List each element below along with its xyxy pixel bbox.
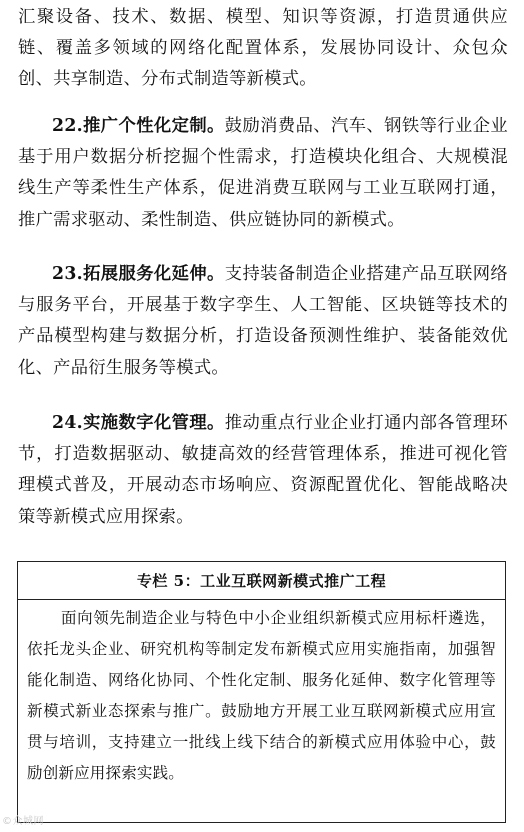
- column-box-body: 面向领先制造企业与特色中小企业组织新模式应用标杆遴选，依托龙头企业、研究机构等制定发布新模式应用实施指南，加强智能化制造、网络化协同、个性化定制、服务化延伸、数字化管理等新模式新业态探索与推广。鼓励地方开展工业互联网新模式应用宣贯与培训，支持建立一批线上线下结合的新模式应用体验中心，鼓励创新应用探索实践。: [27, 609, 496, 782]
- column-box: [17, 561, 506, 823]
- item-23-heading: 23.拓展服务化延伸。: [52, 264, 225, 284]
- continuation-paragraph: 汇聚设备、技术、数据、模型、知识等资源，打造贯通供应链、覆盖多领域的网络化配置体系，发展协同设计、众包众创、共享制造、分布式制造等新模式。: [18, 7, 508, 90]
- column-box-title: 专栏 5：工业互联网新模式推广工程: [18, 562, 505, 600]
- item-22-body: 鼓励消费品、汽车、钢铁等行业企业基于用户数据分析挖掘个性需求，打造模块化组合、大规模混线生产等柔性生产体系，促进消费互联网与工业互联网打通，推广需求驱动、柔性制造、供应链协同的新模式。: [18, 116, 508, 230]
- item-24-heading: 24.实施数字化管理。: [52, 413, 225, 433]
- item-22-heading: 22.推广个性化定制。: [52, 116, 225, 136]
- item-23-paragraph: [18, 259, 508, 384]
- item-22-paragraph: [18, 111, 508, 236]
- item-23-body: 支持装备制造企业搭建产品互联网络与服务平台，开展基于数字孪生、人工智能、区块链等技术的产品模型构建与数据分析，打造设备预测性维护、装备能效优化、产品衍生服务等模式。: [18, 264, 508, 378]
- watermark: ©众城网: [2, 816, 44, 827]
- item-24-body: 推动重点行业企业打通内部各管理环节，打造数据驱动、敏捷高效的经营管理体系，推进可视化管理模式普及，开展动态市场响应、资源配置优化、智能战略决策等新模式应用探索。: [18, 413, 508, 527]
- item-24-paragraph: [18, 408, 508, 533]
